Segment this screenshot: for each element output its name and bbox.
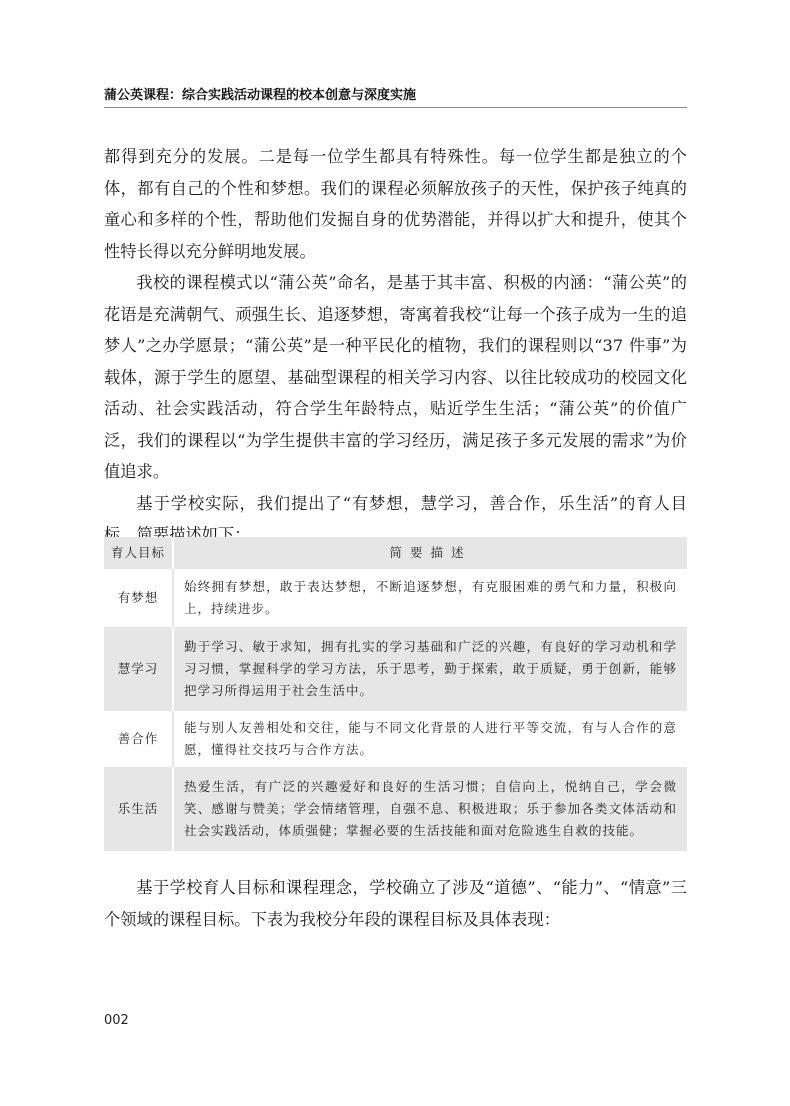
table-row [104,627,687,711]
paragraph-4: 基于学校育人目标和课程理念，学校确立了涉及“道德”、“能力”、“情意”三个领域的课程目标。下表为我校分年段的课程目标及具体表现： [104,878,687,929]
goal-cell: 有梦想 [104,569,173,627]
header-rule [104,107,687,108]
table-header-description: 简要描述 [389,545,472,560]
paragraph-2: 我校的课程模式以“蒲公英”命名，是基于其丰富、积极的内涵：“蒲公英”的花语是充满朝气、顽强生长、追逐梦想，寄寓着我校“让每一个孩子成为一生的追梦人”之办学愿景；“蒲公英”是一种平民化的植物，我们的课程则以“37 件事”为载体，源于学生的愿望、基础型课程的相关学习内容、以往比较成功的校园文化活动、社会实践活动，符合学生年龄特点，贴近学生生活；“蒲公英”的价值广泛，我们的课程以“为学生提供丰富的学习经历，满足孩子多元发展的需求”为价值追求。 [104,273,687,481]
running-header: 蒲公英课程：综合实践活动课程的校本创意与深度实施 [104,88,417,103]
page-number: 002 [104,1013,129,1028]
description-cell: 热爱生活，有广泛的兴趣爱好和良好的生活习惯；自信向上，悦纳自己，学会微笑、感谢与赞美；学会情绪管理，自强不息、积极进取；乐于参加各类文体活动和社会实践活动，体质强健；掌握必要的生活技能和面对危险逃生自救的技能。 [184,779,677,838]
goal-cell: 乐生活 [104,767,173,851]
goals-table [104,537,687,851]
table-header-row [104,537,687,569]
table-header-goal: 育人目标 [104,537,173,569]
description-cell: 勤于学习、敏于求知，拥有扎实的学习基础和广泛的兴趣，有良好的学习动机和学习习惯，掌握科学的学习方法，乐于思考，勤于探索，敢于质疑，勇于创新，能够把学习所得运用于社会生活中。 [184,639,677,698]
body-text [104,141,687,551]
description-cell: 能与别人友善相处和交往，能与不同文化背景的人进行平等交流，有与人合作的意愿，懂得社交技巧与合作方法。 [184,720,677,757]
table-row [104,711,687,767]
description-cell: 始终拥有梦想，敢于表达梦想，不断追逐梦想，有克服困难的勇气和力量，积极向上，持续进步。 [184,579,677,616]
goal-cell: 慧学习 [104,627,173,711]
table-row [104,767,687,851]
paragraph-3: 基于学校实际，我们提出了“有梦想，慧学习，善合作，乐生活”的育人目标，简要描述如下： [104,493,687,544]
paragraph-1: 都得到充分的发展。二是每一位学生都具有特殊性。每一位学生都是独立的个体，都有自己的个性和梦想。我们的课程必须解放孩子的天性，保护孩子纯真的童心和多样的个性，帮助他们发掘自身的优势潜能，并得以扩大和提升，使其个性特长得以充分鲜明地发展。 [104,147,687,261]
goal-cell: 善合作 [104,711,173,767]
table-row [104,569,687,627]
closing-text [104,872,687,936]
